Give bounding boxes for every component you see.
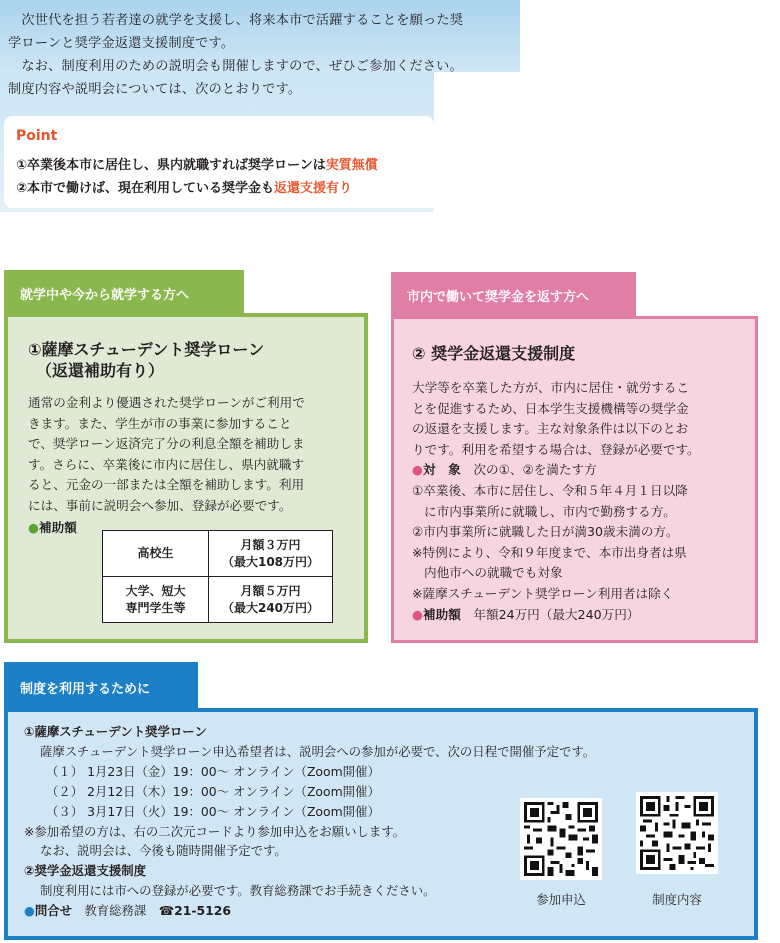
description-line: の返還を支援します。主な対象条件は以下のとお <box>412 421 689 437</box>
intro-line: 学ローンと奨学金返還支援制度です。 <box>8 36 235 51</box>
target-text: 次の①、②を満たす方 <box>460 462 597 478</box>
point-box <box>4 116 434 208</box>
description-line: ると、元金の一部または全額を補助します。利用 <box>28 477 305 493</box>
qr-caption-apply: 参加申込 <box>536 892 586 907</box>
heading-student-loan <box>24 722 524 742</box>
subsidy-label-text: 補助額 <box>39 520 77 535</box>
description-line: りです。利用を希望する場合は、登録が必要です。 <box>412 441 700 457</box>
intro-line: なお、制度利用のための説明会も開催しますので、ぜひご参加ください。 <box>8 59 463 74</box>
table-cell-amount <box>209 577 333 623</box>
point-line-1-highlight: 実質無償 <box>325 158 378 173</box>
qr-code-details[interactable] <box>636 792 718 874</box>
qr-code-icon <box>524 802 598 876</box>
table-cell-amount <box>209 531 333 577</box>
type-text: 大学、短大 <box>125 583 186 598</box>
qr-code-icon <box>640 796 714 870</box>
point-line-1-text: ①卒業後本市に居住し、県内就職すれば奨学ローンは <box>16 158 326 173</box>
apply-note: ※参加希望の方は、右の二次元コードより参加申込をお願いします。 <box>24 823 406 839</box>
description-line: 大学等を卒業した方が、市内に居住・就労するこ <box>412 380 690 395</box>
description-line: 通常の金利より優遇された奨学ローンがご利用で <box>28 395 305 410</box>
description-line: す。さらに、卒業後に市内に居住し、県内就職す <box>28 456 305 472</box>
amount-text: 月額３万円 <box>240 537 301 552</box>
repayment-support-description <box>412 378 748 625</box>
future-note: なお、説明会は、今後も随時開催予定です。 <box>40 843 287 859</box>
intro-text <box>8 9 518 101</box>
qr-caption-details: 制度内容 <box>652 892 702 907</box>
point-title: Point <box>16 128 58 144</box>
table-cell-type: 高校生 <box>103 531 209 577</box>
table-row <box>103 577 333 623</box>
point-line-2-text: ②本市で働けば、現在利用している奨学金も <box>16 181 275 196</box>
student-loan-title <box>28 339 264 381</box>
contact-label: 問合せ <box>34 903 72 919</box>
condition-2: ②市内事業所に就職した日が満30歳未満の方。 <box>412 524 679 540</box>
contact-phone: ☎21-5126 <box>158 903 232 919</box>
heading-text: ①薩摩スチューデント奨学ローン <box>24 724 207 739</box>
max-text: （最大240万円） <box>221 600 320 615</box>
description-line: 薩摩スチューデント奨学ローン申込希望者は、説明会への参加が必要で、次の日程で開催予定です。 <box>40 743 596 759</box>
type-text: 専門学生等 <box>125 600 186 615</box>
session-item: （３） 3月17日（火）19：00～ オンライン（Zoom開催） <box>46 803 380 819</box>
description-line: とを促進するため、日本学生支援機構等の奨学金 <box>412 400 689 416</box>
bullet-icon: ● <box>24 903 35 919</box>
session-item: （２） 2月12日（木）19：00～ オンライン（Zoom開催） <box>46 783 380 799</box>
how-to-use-text <box>24 722 596 921</box>
heading-repayment <box>24 861 524 881</box>
target-line <box>412 460 748 481</box>
intro-line: 次世代を担う若者達の就学を支援し、将来本市で活躍することを願った奨 <box>8 13 464 28</box>
subsidy-line <box>412 605 748 626</box>
condition-1: ①卒業後、本市に居住し、令和５年４月１日以降 <box>412 482 688 498</box>
subsidy-table <box>102 530 333 623</box>
student-loan-panel <box>4 313 368 643</box>
how-to-use-panel <box>4 708 758 940</box>
qr-code-apply[interactable] <box>520 798 602 880</box>
point-line-2 <box>16 177 352 196</box>
session-item: （１） 1月23日（金）19：00～ オンライン（Zoom開催） <box>46 763 380 779</box>
how-to-use-tab: 制度を利用するために <box>4 662 198 710</box>
table-row <box>103 531 333 577</box>
max-text: （最大108万円） <box>221 554 320 569</box>
table-cell-type <box>103 577 209 623</box>
point-line-1 <box>16 154 378 173</box>
bullet-icon: ● <box>412 462 423 478</box>
note-2: ※薩摩スチューデント奨学ローン利用者は除く <box>412 585 674 601</box>
bullet-icon: ● <box>412 606 423 622</box>
repayment-support-panel <box>391 316 758 643</box>
heading-text: ②奨学金返還支援制度 <box>24 863 147 879</box>
point-line-2-highlight: 返還支援有り <box>274 181 353 196</box>
intro-line: 制度内容や説明会については、次のとおりです。 <box>8 82 302 97</box>
description-line: で、奨学ローン返済完了分の利息全額を補助しま <box>28 436 305 452</box>
condition-1-cont: に市内事業所に就職し、市内で勤務する方。 <box>424 503 676 519</box>
subsidy-text: 年額24万円（最大240万円） <box>460 606 640 622</box>
graduate-section-tab: 市内で働いて奨学金を返す方へ <box>391 272 636 316</box>
target-label: 対 象 <box>423 462 461 478</box>
bullet-icon: ● <box>28 520 39 535</box>
subsidy-label <box>28 517 77 536</box>
subsidy-label: 補助額 <box>423 606 461 622</box>
note-1: ※特例により、令和９年度まで、本市出身者は県 <box>412 544 687 560</box>
description-line: には、事前に説明会へ参加、登録が必要です。 <box>28 497 292 513</box>
description-line: きます。また、学生が市の事業に参加すること <box>28 415 292 431</box>
student-loan-title-line1: ①薩摩スチューデント奨学ローン <box>28 340 265 359</box>
student-loan-description <box>28 393 358 517</box>
amount-text: 月額５万円 <box>240 583 301 598</box>
student-section-tab: 就学中や今から就学する方へ <box>4 270 244 314</box>
contact-dept: 教育総務課 <box>71 903 159 919</box>
note-1-cont: 内他市への就職でも対象 <box>424 565 563 581</box>
student-loan-title-line2: （返還補助有り） <box>28 361 165 380</box>
description-line: 制度利用には市への登録が必要です。教育総務課でお手続きください。 <box>40 883 436 899</box>
contact-line <box>24 901 524 921</box>
repayment-support-title: ② 奨学金返還支援制度 <box>412 344 576 363</box>
